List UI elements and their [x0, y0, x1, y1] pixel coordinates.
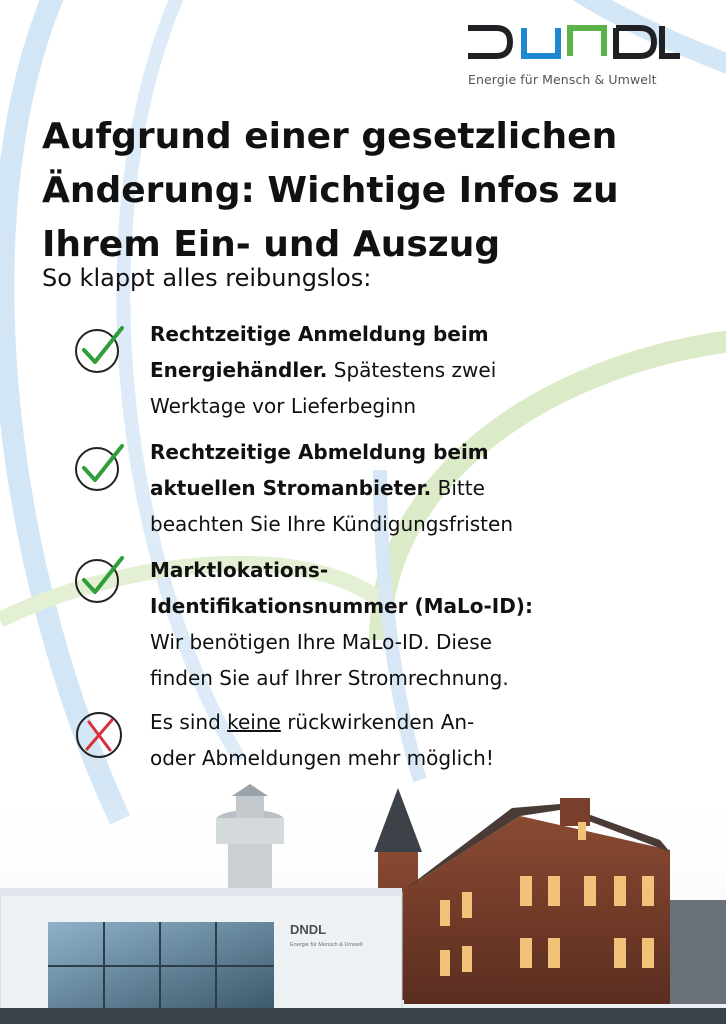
item-text: Es sind keine rückwirkenden An- oder Abmeldungen mehr möglich!	[150, 710, 494, 770]
item-text: Rechtzeitige Abmeldung beim aktuellen Stromanbieter. Bitte beachten Sie Ihre Kündigungsfristen	[150, 440, 513, 536]
sign-logo: DNDL	[290, 922, 327, 937]
logo-icon	[466, 24, 680, 62]
subtitle: So klappt alles reibungslos:	[42, 264, 372, 292]
item-text: Marktlokations- Identifikationsnummer (MaLo-ID): Wir benötigen Ihre MaLo-ID. Diese finden Sie auf Ihrer Stromrechnung.	[150, 558, 533, 690]
brand-logo	[466, 24, 680, 62]
item-text: Rechtzeitige Anmeldung beim Energiehändler. Spätestens zwei Werktage vor Lieferbeginn	[150, 322, 497, 418]
headline-line: Ihrem Ein- und Auszug	[42, 224, 501, 265]
check-icon	[72, 552, 126, 606]
building-photo	[0, 780, 726, 1024]
sign-tagline: Energie für Mensch & Umwelt	[290, 942, 363, 948]
cross-icon	[72, 708, 126, 762]
page-title	[42, 110, 692, 272]
check-icon	[72, 322, 126, 376]
check-icon	[72, 440, 126, 494]
headline-line: Aufgrund einer gesetzlichen	[42, 116, 618, 157]
headline-line: Änderung: Wichtige Infos zu	[42, 170, 619, 211]
brand-tagline: Energie für Mensch & Umwelt	[468, 72, 657, 87]
